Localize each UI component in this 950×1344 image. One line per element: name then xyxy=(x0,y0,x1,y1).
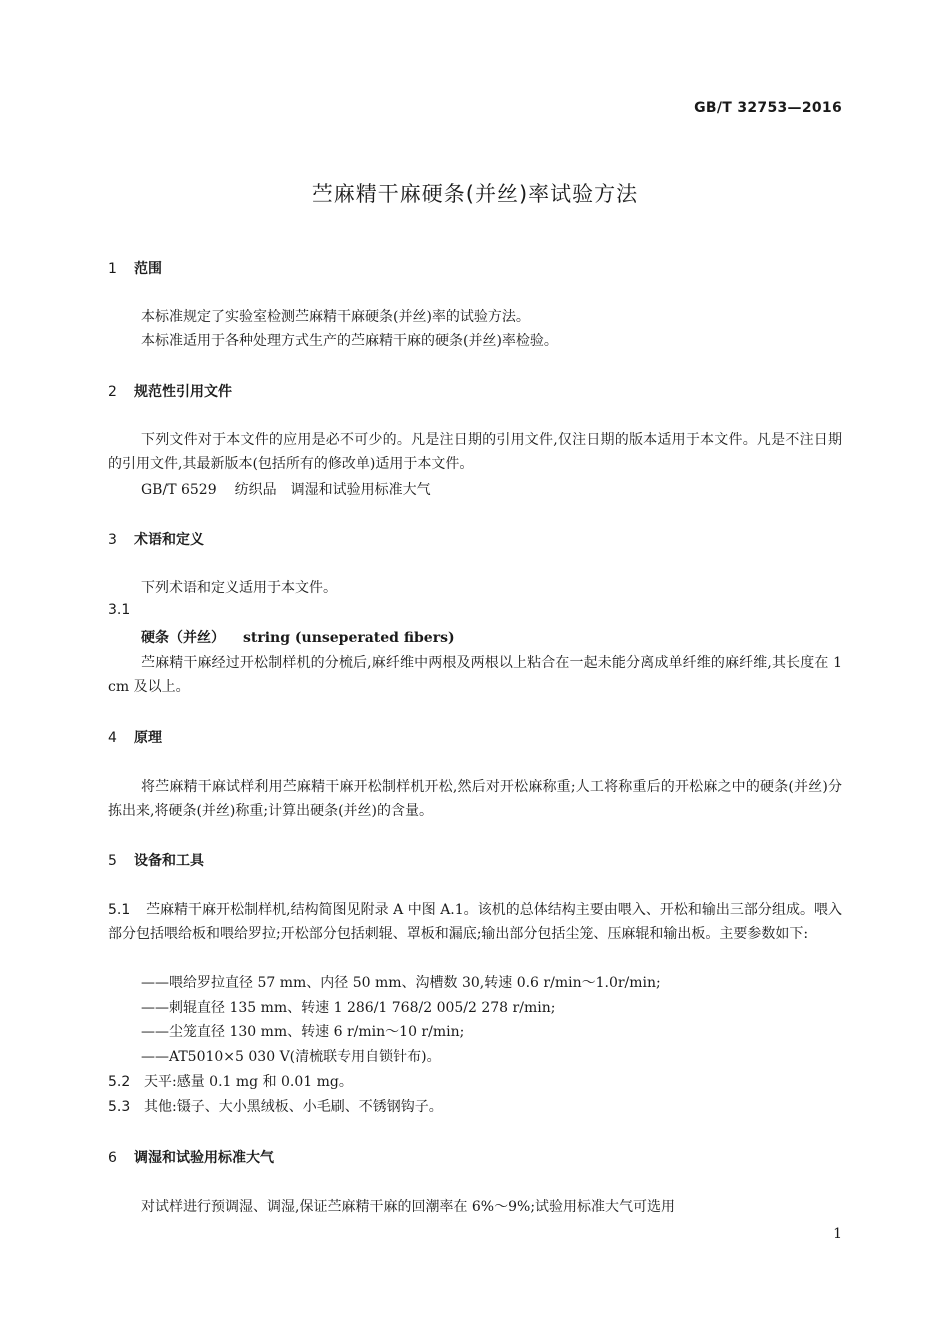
section-4-paragraph-1: 将苎麻精干麻试样利用苎麻精干麻开松制样机开松,然后对开松麻称重;人工将称重后的开松麻之中的硬条(并丝)分拣出来,将硬条(并丝)称重;计算出硬条(并丝)的含量。 xyxy=(108,779,842,819)
section-6-heading xyxy=(108,1147,274,1167)
section-5-heading xyxy=(108,850,204,870)
normative-reference xyxy=(141,479,431,499)
parameter-item-2: ——刺辊直径 135 mm、转速 1 286/1 768/2 005/2 278 r/min; xyxy=(141,1000,556,1016)
section-2-paragraph-1: 下列文件对于本文件的应用是必不可少的。凡是注日期的引用文件,仅注日期的版本适用于本文件。凡是不注日期的引用文件,其最新版本(包括所有的修改单)适用于本文件。 xyxy=(108,432,842,472)
term-definition: 苎麻精干麻经过开松制样机的分梳后,麻纤维中两根及两根以上粘合在一起未能分离成单纤维的麻纤维,其长度在 1 cm 及以上。 xyxy=(108,655,842,695)
section-3-paragraph-1: 下列术语和定义适用于本文件。 xyxy=(141,580,337,596)
clause-5-2-text: 天平:感量 0.1 mg 和 0.01 mg。 xyxy=(144,1074,353,1090)
reference-title: 纺织品 调湿和试验用标准大气 xyxy=(234,482,431,498)
section-number: 6 xyxy=(108,1150,117,1166)
section-number: 2 xyxy=(108,384,117,400)
clause-5-1-text: 苎麻精干麻开松制样机,结构简图见附录 A 中图 A.1。该机的总体结构主要由喂入、开松和输出三部分组成。喂入部分包括喂给板和喂给罗拉;开松部分包括刺辊、罩板和漏底;输出部分包括尘笼、压麻辊和输出板。主要参数如下: xyxy=(108,902,842,942)
section-title: 规范性引用文件 xyxy=(134,384,232,400)
section-title: 术语和定义 xyxy=(134,532,204,548)
standard-number: GB/T 32753—2016 xyxy=(694,100,842,116)
clause-5-2 xyxy=(108,1071,353,1091)
clause-5-2-number: 5.2 xyxy=(108,1074,131,1090)
section-number: 5 xyxy=(108,853,117,869)
term-chinese: 硬条（并丝） xyxy=(141,630,225,646)
section-3-heading xyxy=(108,529,204,549)
clause-5-3-text: 其他:镊子、大小黑绒板、小毛刷、不锈钢钩子。 xyxy=(144,1099,443,1115)
section-1-heading xyxy=(108,258,162,278)
reference-code: GB/T 6529 xyxy=(141,482,217,498)
section-title: 设备和工具 xyxy=(134,853,204,869)
clause-5-1 xyxy=(108,898,842,946)
page-number: 1 xyxy=(833,1226,842,1242)
term-entry xyxy=(141,627,455,647)
clause-5-1-number: 5.1 xyxy=(108,902,131,918)
section-1-paragraph-2: 本标准适用于各种处理方式生产的苎麻精干麻的硬条(并丝)率检验。 xyxy=(141,333,558,349)
section-number: 1 xyxy=(108,261,117,277)
section-title: 调湿和试验用标准大气 xyxy=(134,1150,274,1166)
parameter-item-4: ——AT5010×5 030 V(清梳联专用自锁针布)。 xyxy=(141,1049,441,1065)
section-number: 3 xyxy=(108,532,117,548)
section-number: 4 xyxy=(108,730,117,746)
parameter-item-1: ——喂给罗拉直径 57 mm、内径 50 mm、沟槽数 30,转速 0.6 r/min～1.0r/min; xyxy=(141,975,661,991)
clause-3-1-number: 3.1 xyxy=(108,602,131,618)
section-1-paragraph-1: 本标准规定了实验室检测苎麻精干麻硬条(并丝)率的试验方法。 xyxy=(141,309,530,325)
section-2-heading xyxy=(108,381,232,401)
section-title: 范围 xyxy=(134,261,162,277)
section-4-heading xyxy=(108,727,162,747)
section-title: 原理 xyxy=(134,730,162,746)
document-title: 苎麻精干麻硬条(并丝)率试验方法 xyxy=(311,182,639,206)
term-english: string (unseperated fibers) xyxy=(243,630,455,646)
clause-5-3 xyxy=(108,1096,443,1116)
parameter-item-3: ——尘笼直径 130 mm、转速 6 r/min～10 r/min; xyxy=(141,1024,465,1040)
clause-5-3-number: 5.3 xyxy=(108,1099,131,1115)
section-6-paragraph-1: 对试样进行预调湿、调湿,保证苎麻精干麻的回潮率在 6%～9%;试验用标准大气可选用 xyxy=(141,1199,676,1215)
